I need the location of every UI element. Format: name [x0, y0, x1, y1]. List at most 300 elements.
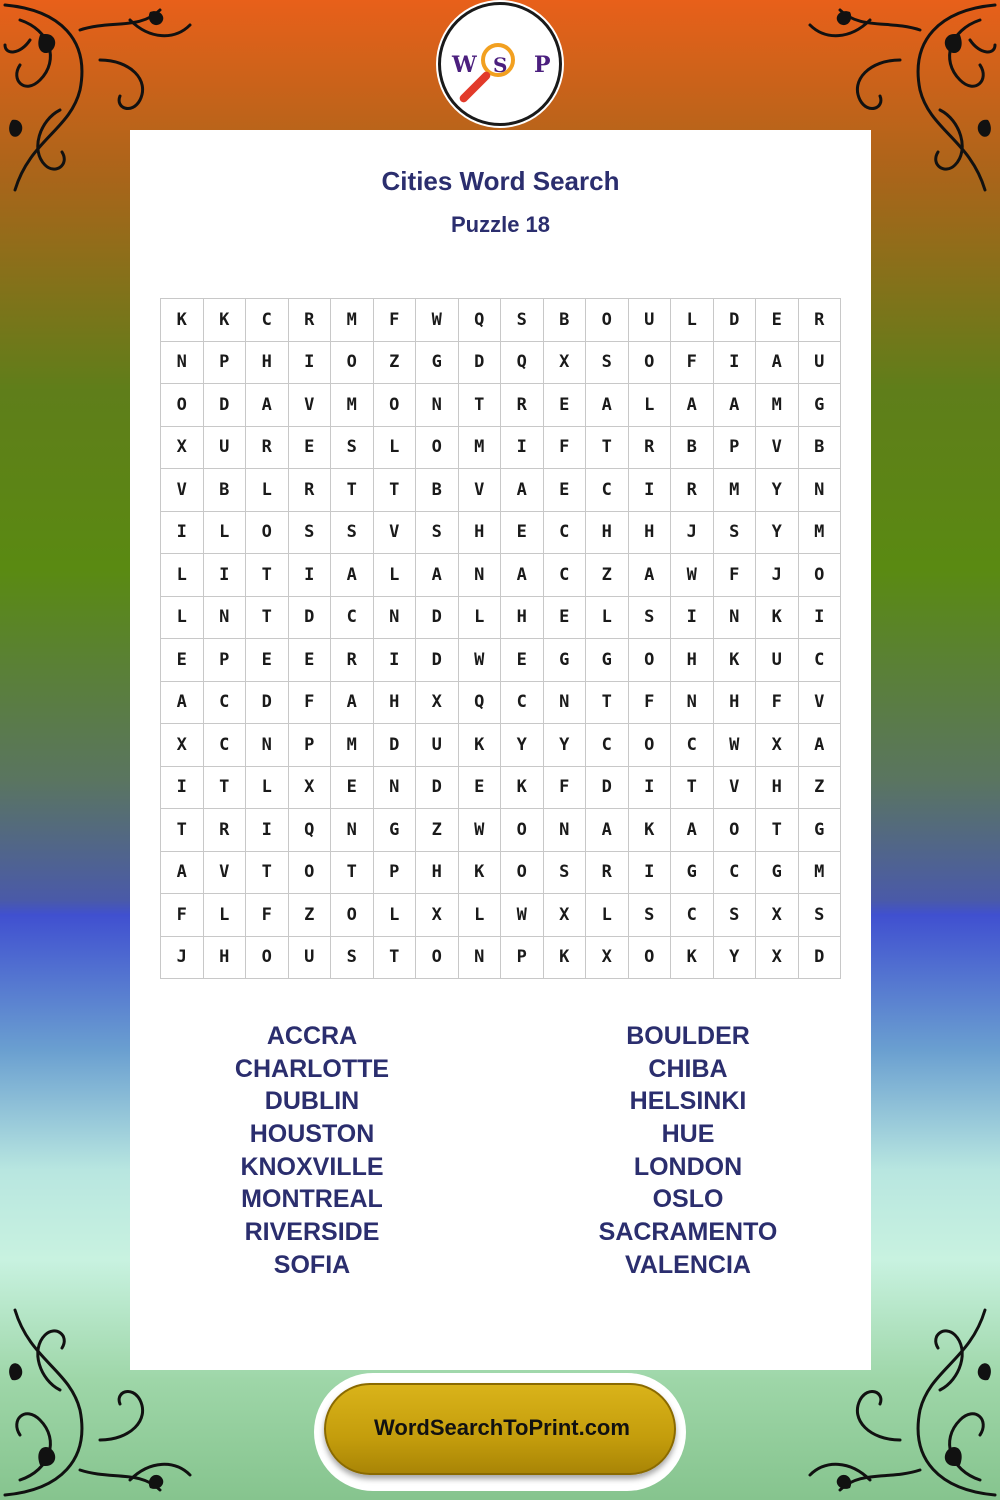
- letter-grid: [160, 298, 841, 979]
- grid-cell[interactable]: O: [416, 426, 459, 469]
- grid-cell[interactable]: N: [671, 681, 714, 724]
- grid-cell[interactable]: X: [756, 936, 799, 979]
- grid-cell[interactable]: G: [798, 384, 841, 427]
- grid-cell[interactable]: S: [501, 299, 544, 342]
- grid-cell[interactable]: H: [373, 681, 416, 724]
- grid-cell[interactable]: O: [586, 299, 629, 342]
- grid-row: [161, 894, 841, 937]
- grid-cell[interactable]: A: [161, 681, 204, 724]
- grid-cell[interactable]: F: [373, 299, 416, 342]
- grid-cell[interactable]: M: [331, 384, 374, 427]
- grid-cell[interactable]: H: [458, 511, 501, 554]
- grid-cell[interactable]: Z: [416, 809, 459, 852]
- grid-cell[interactable]: I: [798, 596, 841, 639]
- grid-cell[interactable]: F: [543, 766, 586, 809]
- grid-cell[interactable]: A: [798, 724, 841, 767]
- grid-cell[interactable]: G: [798, 809, 841, 852]
- grid-cell[interactable]: O: [798, 554, 841, 597]
- grid-cell[interactable]: T: [458, 384, 501, 427]
- grid-cell[interactable]: L: [246, 766, 289, 809]
- grid-cell[interactable]: O: [331, 341, 374, 384]
- grid-cell[interactable]: A: [246, 384, 289, 427]
- grid-cell[interactable]: T: [756, 809, 799, 852]
- grid-cell[interactable]: S: [628, 894, 671, 937]
- grid-cell[interactable]: A: [586, 809, 629, 852]
- grid-cell[interactable]: T: [161, 809, 204, 852]
- grid-cell[interactable]: P: [373, 851, 416, 894]
- grid-cell[interactable]: N: [798, 469, 841, 512]
- grid-cell[interactable]: D: [373, 724, 416, 767]
- grid-cell[interactable]: S: [543, 851, 586, 894]
- grid-cell[interactable]: X: [543, 894, 586, 937]
- grid-cell[interactable]: I: [628, 851, 671, 894]
- grid-cell[interactable]: H: [628, 511, 671, 554]
- grid-cell[interactable]: A: [416, 554, 459, 597]
- grid-cell[interactable]: R: [331, 639, 374, 682]
- grid-cell[interactable]: Y: [543, 724, 586, 767]
- grid-cell[interactable]: I: [203, 554, 246, 597]
- grid-cell[interactable]: L: [161, 596, 204, 639]
- grid-cell[interactable]: C: [501, 681, 544, 724]
- grid-cell[interactable]: H: [203, 936, 246, 979]
- grid-cell[interactable]: O: [373, 384, 416, 427]
- grid-cell[interactable]: F: [288, 681, 331, 724]
- grid-cell[interactable]: F: [628, 681, 671, 724]
- grid-cell[interactable]: C: [246, 299, 289, 342]
- grid-cell[interactable]: N: [543, 681, 586, 724]
- grid-cell[interactable]: D: [458, 341, 501, 384]
- grid-cell[interactable]: N: [203, 596, 246, 639]
- grid-cell[interactable]: W: [713, 724, 756, 767]
- grid-cell[interactable]: L: [161, 554, 204, 597]
- grid-cell[interactable]: O: [288, 851, 331, 894]
- word-list-item: RIVERSIDE: [244, 1218, 380, 1247]
- grid-cell[interactable]: X: [416, 894, 459, 937]
- grid-cell[interactable]: J: [756, 554, 799, 597]
- grid-cell[interactable]: M: [713, 469, 756, 512]
- grid-cell[interactable]: D: [416, 596, 459, 639]
- grid-cell[interactable]: D: [288, 596, 331, 639]
- grid-cell[interactable]: E: [501, 639, 544, 682]
- grid-cell[interactable]: O: [628, 341, 671, 384]
- grid-cell[interactable]: A: [713, 384, 756, 427]
- grid-cell[interactable]: Z: [586, 554, 629, 597]
- grid-cell[interactable]: U: [288, 936, 331, 979]
- word-list-item: SOFIA: [273, 1250, 351, 1279]
- grid-cell[interactable]: X: [756, 724, 799, 767]
- grid-cell[interactable]: C: [671, 894, 714, 937]
- word-list-item: LONDON: [633, 1152, 743, 1181]
- site-link-button[interactable]: [324, 1383, 676, 1475]
- grid-cell[interactable]: G: [586, 639, 629, 682]
- grid-cell[interactable]: G: [671, 851, 714, 894]
- grid-cell[interactable]: L: [246, 469, 289, 512]
- grid-cell[interactable]: L: [671, 299, 714, 342]
- grid-cell[interactable]: R: [288, 299, 331, 342]
- word-list: [130, 1020, 871, 1290]
- grid-cell[interactable]: V: [756, 426, 799, 469]
- grid-cell[interactable]: G: [416, 341, 459, 384]
- grid-cell[interactable]: T: [373, 936, 416, 979]
- grid-cell[interactable]: X: [416, 681, 459, 724]
- word-list-item: CHIBA: [648, 1054, 728, 1083]
- word-list-item: KNOXVILLE: [240, 1152, 384, 1181]
- grid-cell[interactable]: Q: [501, 341, 544, 384]
- grid-cell[interactable]: C: [586, 469, 629, 512]
- word-list-item: MONTREAL: [241, 1185, 383, 1214]
- grid-cell[interactable]: A: [501, 554, 544, 597]
- grid-cell[interactable]: L: [373, 554, 416, 597]
- grid-cell[interactable]: Q: [458, 299, 501, 342]
- grid-cell[interactable]: R: [288, 469, 331, 512]
- grid-cell[interactable]: I: [373, 639, 416, 682]
- grid-cell[interactable]: X: [288, 766, 331, 809]
- grid-cell[interactable]: J: [161, 936, 204, 979]
- grid-cell[interactable]: V: [161, 469, 204, 512]
- grid-cell[interactable]: A: [501, 469, 544, 512]
- grid-cell[interactable]: E: [543, 469, 586, 512]
- logo-letter-w: W: [452, 52, 477, 78]
- grid-cell[interactable]: P: [203, 341, 246, 384]
- grid-cell[interactable]: F: [246, 894, 289, 937]
- grid-cell[interactable]: R: [798, 299, 841, 342]
- grid-cell[interactable]: X: [543, 341, 586, 384]
- grid-cell[interactable]: D: [416, 766, 459, 809]
- site-logo[interactable]: [438, 2, 562, 126]
- grid-cell[interactable]: M: [331, 299, 374, 342]
- grid-cell[interactable]: D: [586, 766, 629, 809]
- grid-cell[interactable]: L: [586, 596, 629, 639]
- grid-cell[interactable]: N: [161, 341, 204, 384]
- grid-cell[interactable]: H: [501, 596, 544, 639]
- word-list-item: HUE: [661, 1120, 715, 1149]
- grid-cell[interactable]: O: [713, 809, 756, 852]
- grid-cell[interactable]: O: [331, 894, 374, 937]
- grid-cell[interactable]: F: [161, 894, 204, 937]
- word-list-item: SACRAMENTO: [598, 1218, 778, 1247]
- grid-cell[interactable]: V: [458, 469, 501, 512]
- grid-cell[interactable]: F: [543, 426, 586, 469]
- grid-cell[interactable]: T: [246, 851, 289, 894]
- grid-cell[interactable]: E: [161, 639, 204, 682]
- grid-cell[interactable]: Z: [288, 894, 331, 937]
- grid-cell[interactable]: N: [416, 384, 459, 427]
- grid-cell[interactable]: C: [331, 596, 374, 639]
- grid-cell[interactable]: T: [373, 469, 416, 512]
- grid-cell[interactable]: L: [458, 894, 501, 937]
- grid-cell[interactable]: I: [501, 426, 544, 469]
- grid-cell[interactable]: S: [628, 596, 671, 639]
- logo-letter-s: S: [493, 53, 508, 77]
- grid-cell[interactable]: N: [246, 724, 289, 767]
- grid-cell[interactable]: O: [246, 936, 289, 979]
- grid-cell[interactable]: K: [756, 596, 799, 639]
- grid-cell[interactable]: E: [288, 639, 331, 682]
- grid-cell[interactable]: E: [543, 384, 586, 427]
- grid-cell[interactable]: R: [203, 809, 246, 852]
- grid-cell[interactable]: S: [331, 936, 374, 979]
- grid-cell[interactable]: R: [586, 851, 629, 894]
- grid-row: [161, 936, 841, 979]
- grid-cell[interactable]: F: [713, 554, 756, 597]
- grid-cell[interactable]: I: [288, 341, 331, 384]
- grid-cell[interactable]: T: [586, 426, 629, 469]
- grid-row: [161, 554, 841, 597]
- grid-cell[interactable]: M: [798, 851, 841, 894]
- grid-cell[interactable]: D: [203, 384, 246, 427]
- grid-cell[interactable]: C: [203, 724, 246, 767]
- grid-cell[interactable]: O: [246, 511, 289, 554]
- grid-cell[interactable]: Y: [501, 724, 544, 767]
- grid-cell[interactable]: G: [756, 851, 799, 894]
- grid-cell[interactable]: C: [543, 511, 586, 554]
- grid-cell[interactable]: S: [798, 894, 841, 937]
- grid-cell[interactable]: K: [543, 936, 586, 979]
- grid-cell[interactable]: M: [756, 384, 799, 427]
- grid-cell[interactable]: U: [798, 341, 841, 384]
- grid-row: [161, 596, 841, 639]
- grid-cell[interactable]: N: [373, 766, 416, 809]
- word-list-item: HELSINKI: [629, 1087, 747, 1116]
- grid-cell[interactable]: X: [161, 724, 204, 767]
- grid-cell[interactable]: O: [628, 639, 671, 682]
- grid-cell[interactable]: K: [501, 766, 544, 809]
- grid-cell[interactable]: N: [458, 554, 501, 597]
- grid-row: [161, 724, 841, 767]
- grid-cell[interactable]: W: [416, 299, 459, 342]
- grid-cell[interactable]: U: [756, 639, 799, 682]
- puzzle-sheet: [130, 130, 871, 1370]
- grid-cell[interactable]: S: [331, 426, 374, 469]
- grid-cell[interactable]: W: [671, 554, 714, 597]
- grid-cell[interactable]: H: [713, 681, 756, 724]
- grid-cell[interactable]: E: [756, 299, 799, 342]
- grid-cell[interactable]: C: [543, 554, 586, 597]
- grid-cell[interactable]: K: [203, 299, 246, 342]
- grid-cell[interactable]: I: [671, 596, 714, 639]
- grid-cell[interactable]: M: [458, 426, 501, 469]
- grid-cell[interactable]: F: [756, 681, 799, 724]
- grid-cell[interactable]: T: [331, 469, 374, 512]
- grid-cell[interactable]: I: [288, 554, 331, 597]
- grid-cell[interactable]: D: [798, 936, 841, 979]
- grid-cell[interactable]: W: [458, 639, 501, 682]
- grid-cell[interactable]: E: [543, 596, 586, 639]
- grid-cell[interactable]: C: [586, 724, 629, 767]
- grid-cell[interactable]: C: [798, 639, 841, 682]
- puzzle-number: Puzzle 18: [450, 212, 551, 237]
- grid-cell[interactable]: H: [416, 851, 459, 894]
- grid-cell[interactable]: H: [586, 511, 629, 554]
- grid-cell[interactable]: B: [798, 426, 841, 469]
- grid-cell[interactable]: O: [501, 851, 544, 894]
- grid-cell[interactable]: C: [671, 724, 714, 767]
- grid-cell[interactable]: P: [203, 639, 246, 682]
- grid-cell[interactable]: A: [161, 851, 204, 894]
- grid-cell[interactable]: D: [246, 681, 289, 724]
- grid-cell[interactable]: W: [501, 894, 544, 937]
- grid-cell[interactable]: V: [288, 384, 331, 427]
- grid-cell[interactable]: S: [331, 511, 374, 554]
- grid-cell[interactable]: I: [161, 511, 204, 554]
- grid-row: [161, 851, 841, 894]
- grid-cell[interactable]: Z: [373, 341, 416, 384]
- grid-cell[interactable]: E: [288, 426, 331, 469]
- grid-cell[interactable]: E: [246, 639, 289, 682]
- grid-cell[interactable]: Z: [798, 766, 841, 809]
- grid-cell[interactable]: D: [416, 639, 459, 682]
- grid-cell[interactable]: T: [246, 554, 289, 597]
- grid-cell[interactable]: F: [671, 341, 714, 384]
- grid-cell[interactable]: N: [543, 809, 586, 852]
- grid-cell[interactable]: L: [586, 894, 629, 937]
- grid-cell[interactable]: P: [288, 724, 331, 767]
- word-list-item: CHARLOTTE: [234, 1054, 390, 1083]
- grid-cell[interactable]: X: [586, 936, 629, 979]
- grid-cell[interactable]: Y: [756, 469, 799, 512]
- grid-cell[interactable]: A: [671, 809, 714, 852]
- grid-cell[interactable]: Q: [288, 809, 331, 852]
- grid-cell[interactable]: L: [203, 511, 246, 554]
- grid-cell[interactable]: E: [501, 511, 544, 554]
- grid-cell[interactable]: P: [713, 426, 756, 469]
- grid-row: [161, 639, 841, 682]
- grid-cell[interactable]: T: [331, 851, 374, 894]
- grid-row: [161, 426, 841, 469]
- grid-cell[interactable]: G: [373, 809, 416, 852]
- grid-cell[interactable]: U: [628, 299, 671, 342]
- grid-cell[interactable]: M: [798, 511, 841, 554]
- grid-cell[interactable]: K: [671, 936, 714, 979]
- grid-cell[interactable]: Y: [756, 511, 799, 554]
- grid-row: [161, 299, 841, 342]
- grid-cell[interactable]: W: [458, 809, 501, 852]
- grid-row: [161, 511, 841, 554]
- grid-cell[interactable]: H: [671, 639, 714, 682]
- word-list-left-column: [162, 1020, 462, 1282]
- grid-cell[interactable]: K: [458, 851, 501, 894]
- grid-cell[interactable]: H: [246, 341, 289, 384]
- grid-cell[interactable]: A: [628, 554, 671, 597]
- grid-cell[interactable]: O: [416, 936, 459, 979]
- footer-badge: [314, 1373, 686, 1491]
- grid-cell[interactable]: B: [416, 469, 459, 512]
- grid-cell[interactable]: B: [671, 426, 714, 469]
- grid-cell[interactable]: C: [203, 681, 246, 724]
- grid-cell[interactable]: P: [501, 936, 544, 979]
- grid-cell[interactable]: Y: [713, 936, 756, 979]
- grid-row: [161, 341, 841, 384]
- grid-cell[interactable]: H: [756, 766, 799, 809]
- grid-cell[interactable]: N: [713, 596, 756, 639]
- grid-cell[interactable]: O: [628, 936, 671, 979]
- grid-cell[interactable]: E: [458, 766, 501, 809]
- logo-letter-p: P: [534, 52, 551, 78]
- grid-cell[interactable]: I: [628, 469, 671, 512]
- word-list-item: ACCRA: [266, 1022, 358, 1050]
- grid-cell[interactable]: R: [501, 384, 544, 427]
- word-list-right-column: [538, 1020, 838, 1282]
- grid-cell[interactable]: G: [543, 639, 586, 682]
- grid-cell[interactable]: I: [628, 766, 671, 809]
- grid-cell[interactable]: V: [713, 766, 756, 809]
- grid-cell[interactable]: I: [713, 341, 756, 384]
- grid-cell[interactable]: S: [586, 341, 629, 384]
- word-list-item: OSLO: [652, 1185, 724, 1214]
- grid-cell[interactable]: I: [246, 809, 289, 852]
- grid-cell[interactable]: C: [713, 851, 756, 894]
- grid-cell[interactable]: S: [416, 511, 459, 554]
- grid-cell[interactable]: V: [798, 681, 841, 724]
- grid-cell[interactable]: K: [713, 639, 756, 682]
- grid-cell[interactable]: O: [161, 384, 204, 427]
- grid-cell[interactable]: L: [458, 596, 501, 639]
- site-url[interactable]: WordSearchToPrint.com: [374, 1415, 630, 1440]
- grid-cell[interactable]: R: [246, 426, 289, 469]
- grid-cell[interactable]: S: [713, 894, 756, 937]
- grid-cell[interactable]: D: [713, 299, 756, 342]
- grid-cell[interactable]: N: [331, 809, 374, 852]
- grid-cell[interactable]: A: [756, 341, 799, 384]
- grid-cell[interactable]: A: [331, 554, 374, 597]
- grid-row: [161, 469, 841, 512]
- grid-cell[interactable]: V: [203, 851, 246, 894]
- grid-cell[interactable]: L: [373, 426, 416, 469]
- grid-cell[interactable]: L: [628, 384, 671, 427]
- grid-cell[interactable]: U: [203, 426, 246, 469]
- grid-cell[interactable]: O: [501, 809, 544, 852]
- grid-cell[interactable]: K: [161, 299, 204, 342]
- grid-cell[interactable]: T: [203, 766, 246, 809]
- grid-cell[interactable]: K: [628, 809, 671, 852]
- grid-cell[interactable]: L: [373, 894, 416, 937]
- word-list-item: HOUSTON: [249, 1120, 375, 1149]
- grid-cell[interactable]: S: [288, 511, 331, 554]
- grid-cell[interactable]: A: [331, 681, 374, 724]
- grid-cell[interactable]: S: [713, 511, 756, 554]
- grid-cell[interactable]: B: [203, 469, 246, 512]
- grid-row: [161, 384, 841, 427]
- grid-cell[interactable]: T: [246, 596, 289, 639]
- grid-cell[interactable]: R: [671, 469, 714, 512]
- grid-cell[interactable]: X: [161, 426, 204, 469]
- grid-cell[interactable]: T: [586, 681, 629, 724]
- grid-cell[interactable]: M: [331, 724, 374, 767]
- grid-row: [161, 681, 841, 724]
- grid-cell[interactable]: I: [161, 766, 204, 809]
- grid-cell[interactable]: A: [586, 384, 629, 427]
- grid-row: [161, 766, 841, 809]
- grid-cell[interactable]: U: [416, 724, 459, 767]
- grid-cell[interactable]: O: [628, 724, 671, 767]
- grid-cell[interactable]: N: [458, 936, 501, 979]
- grid-cell[interactable]: K: [458, 724, 501, 767]
- grid-cell[interactable]: X: [756, 894, 799, 937]
- grid-cell[interactable]: A: [671, 384, 714, 427]
- grid-cell[interactable]: R: [628, 426, 671, 469]
- grid-cell[interactable]: E: [331, 766, 374, 809]
- puzzle-title: Cities Word Search: [381, 166, 620, 196]
- grid-cell[interactable]: V: [373, 511, 416, 554]
- grid-cell[interactable]: J: [671, 511, 714, 554]
- grid-cell[interactable]: L: [203, 894, 246, 937]
- word-list-item: BOULDER: [626, 1022, 750, 1050]
- grid-cell[interactable]: N: [373, 596, 416, 639]
- grid-cell[interactable]: B: [543, 299, 586, 342]
- grid-cell[interactable]: Q: [458, 681, 501, 724]
- grid-cell[interactable]: T: [671, 766, 714, 809]
- grid-row: [161, 809, 841, 852]
